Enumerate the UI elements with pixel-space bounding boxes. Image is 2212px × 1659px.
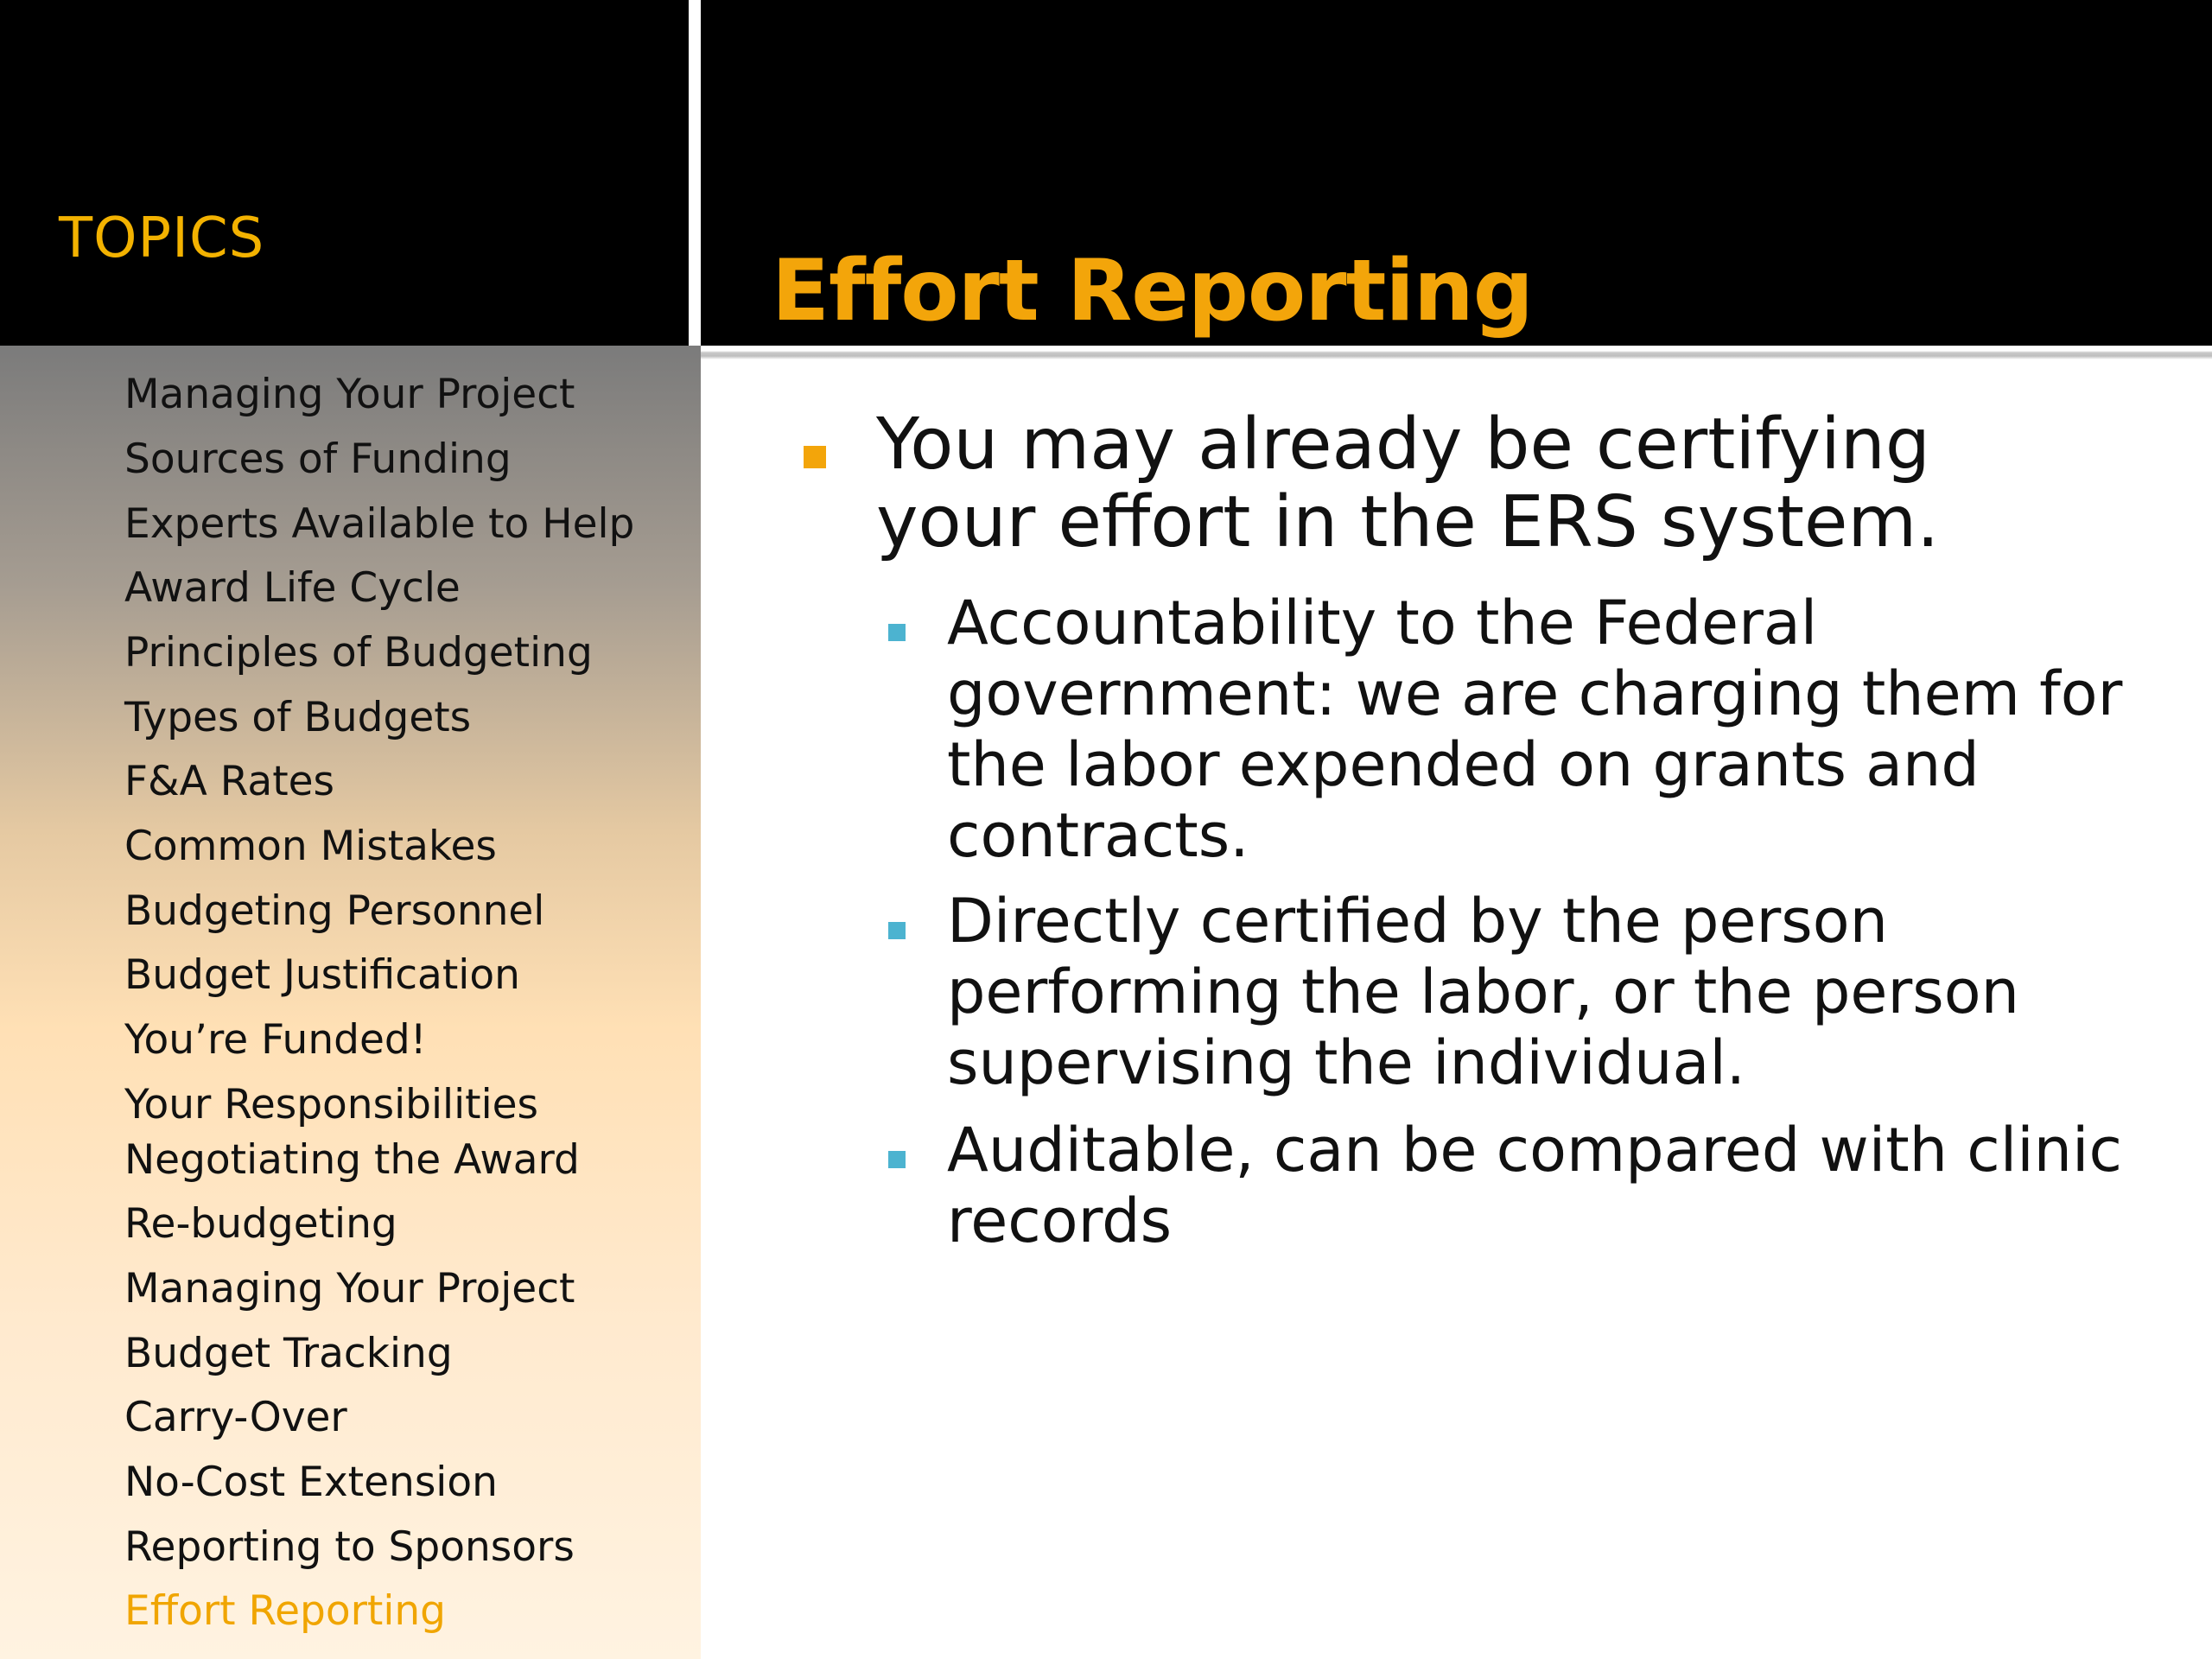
header-divider (689, 0, 701, 346)
topic-item: Re-budgeting (124, 1200, 397, 1248)
topic-item: You’re Funded! (124, 1016, 427, 1064)
topics-sidebar (0, 346, 701, 1659)
title-header-panel (701, 0, 2212, 346)
topic-item: Experts Available to Help (124, 500, 635, 548)
topic-item: Managing Your Project (124, 371, 575, 418)
square-bullet-icon (888, 624, 906, 641)
topic-item-current: Effort Reporting (124, 1587, 447, 1635)
square-bullet-icon (888, 922, 906, 939)
topic-item: Budgeting Personnel (124, 887, 545, 935)
topic-item: F&A Rates (124, 758, 335, 805)
topic-item: Managing Your Project (124, 1265, 575, 1313)
topics-heading: TOPICS (59, 207, 265, 270)
topic-item: No-Cost Extension (124, 1459, 498, 1506)
sub-bullet-text: Accountability to the Federal government: we are charging them for the labor expended on grants and contracts. (947, 588, 2123, 871)
topic-item: Budget Tracking (124, 1330, 453, 1377)
slide-title: Effort Reporting (772, 242, 1533, 340)
square-bullet-icon (888, 1151, 906, 1168)
topic-item: Award Life Cycle (124, 564, 461, 612)
topic-item: Reporting to Sponsors (124, 1523, 575, 1571)
square-bullet-icon (804, 446, 826, 468)
topic-item: Principles of Budgeting (124, 629, 593, 677)
topic-item: Sources of Funding (124, 435, 512, 483)
topics-header-panel (0, 0, 689, 346)
topic-item: Your Responsibilities (124, 1081, 539, 1128)
title-underline (701, 346, 2212, 363)
sub-bullet-text: Directly certified by the person performing the labor, or the person supervising the individual. (947, 886, 2019, 1098)
topic-item: Budget Justification (124, 951, 520, 999)
main-bullet-text: You may already be certifying your effort in the ERS system. (876, 404, 1940, 563)
topic-item: Carry-Over (124, 1394, 347, 1441)
topic-item: Negotiating the Award (124, 1136, 580, 1184)
topic-item: Types of Budgets (124, 694, 472, 741)
topic-item: Common Mistakes (124, 823, 497, 870)
sub-bullet-text: Auditable, can be compared with clinic records (947, 1115, 2122, 1256)
